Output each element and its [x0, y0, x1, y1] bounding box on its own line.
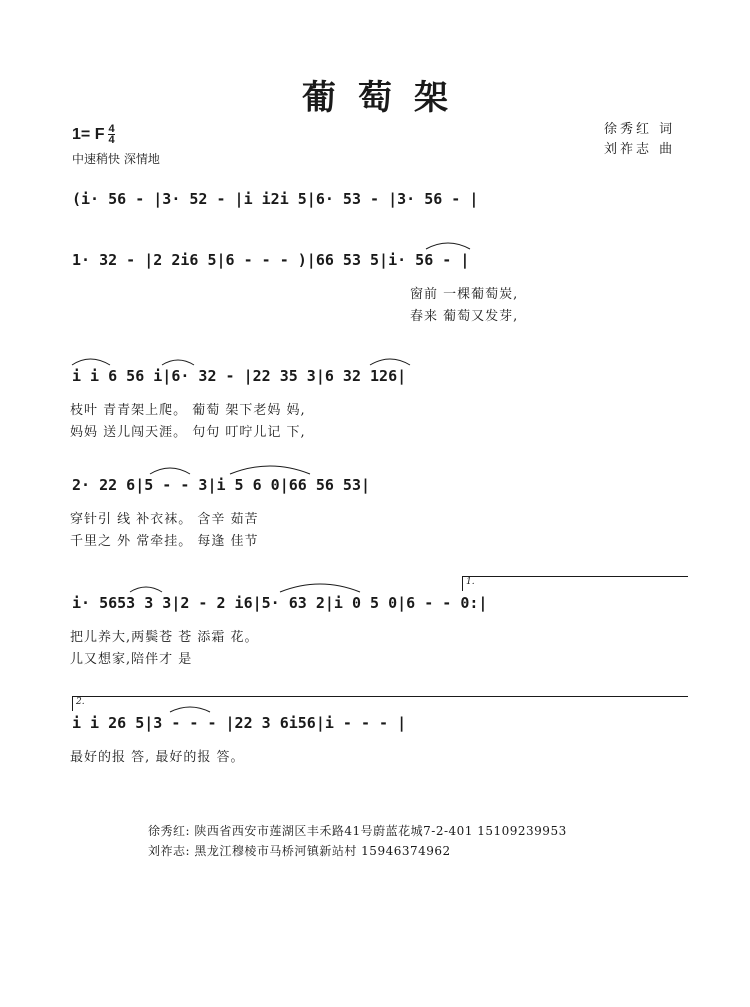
notes: (i· 56 - |3· 52 - |i i2i 5|6· 53 - |3· 56 - | [72, 190, 479, 208]
score-system-2 [70, 249, 684, 324]
lyrics-verse-2: 妈妈 送儿闯天涯。 句句 叮咛儿记 下, [70, 425, 306, 440]
score-system-3 [70, 365, 684, 440]
tempo-marking: 中速稍快 深情地 [72, 152, 160, 166]
contact-line-composer: 刘祚志: 黑龙江穆棱市马桥河镇新站村 15946374962 [148, 844, 451, 858]
notation-row [70, 188, 684, 214]
composer-credit: 刘祚志 曲 [604, 142, 676, 157]
score-system-1 [70, 188, 684, 236]
time-bottom: 4 [108, 134, 115, 146]
key-label: 1= F [72, 125, 105, 143]
contact-line-lyricist: 徐秀红: 陕西省西安市莲湖区丰禾路41号蔚蓝花城7-2-401 15109239953 [148, 824, 567, 838]
lyricist-credit: 徐秀红 词 [604, 122, 676, 137]
notation-row [70, 592, 684, 618]
notes: i· 5653 3 3|2 - 2 i6|5· 63 2|i 0 5 0|6 - - 0:| [72, 594, 488, 612]
lyrics-verse-2: 春来 葡萄又发芽, [410, 309, 519, 324]
score-system-6 [70, 697, 684, 765]
volta-1: 1. [462, 576, 688, 591]
volta-2: 2. [72, 696, 688, 711]
lyrics-verse-2: 儿又想家,陪伴才 是 [70, 652, 193, 667]
notes: 2· 22 6|5 - - 3|i 5 6 0|66 56 53| [72, 476, 371, 494]
slur [70, 239, 684, 253]
lyrics-verse-1: 窗前 一棵葡萄炭, [410, 287, 519, 302]
score-system-5 [70, 577, 684, 667]
lyrics-verse-1: 把儿养大,两鬓苍 苍 添霜 花。 [70, 630, 259, 645]
notes: i i 26 5|3 - - - |22 3 6i56|i - - - | [72, 714, 407, 732]
score-system-4 [70, 474, 684, 549]
notation-row [70, 365, 684, 391]
time-top: 4 [108, 123, 115, 135]
notation-row [70, 712, 684, 738]
slur [70, 464, 684, 478]
notes: 1· 32 - |2 2i6 5|6 - - - )|66 53 5|i· 56 - | [72, 251, 470, 269]
lyrics-verse-1: 最好的报 答, 最好的报 答。 [70, 750, 245, 765]
lyrics-verse-2: 千里之 外 常牵挂。 每逢 佳节 [70, 534, 259, 549]
notation-row [70, 249, 684, 275]
slur [70, 355, 684, 369]
slur [70, 702, 684, 716]
lyrics-verse-1: 枝叶 青青架上爬。 葡萄 架下老妈 妈, [70, 403, 306, 418]
notes: i i 6 56 i|6· 32 - |22 35 3|6 32 126| [72, 367, 407, 385]
notation-row [70, 474, 684, 500]
slur [70, 582, 684, 596]
page-title: 葡萄架 [302, 78, 470, 118]
key-signature [72, 124, 115, 145]
time-signature [108, 124, 114, 145]
lyrics-verse-1: 穿针引 线 补衣袜。 含辛 茹苦 [70, 512, 259, 527]
